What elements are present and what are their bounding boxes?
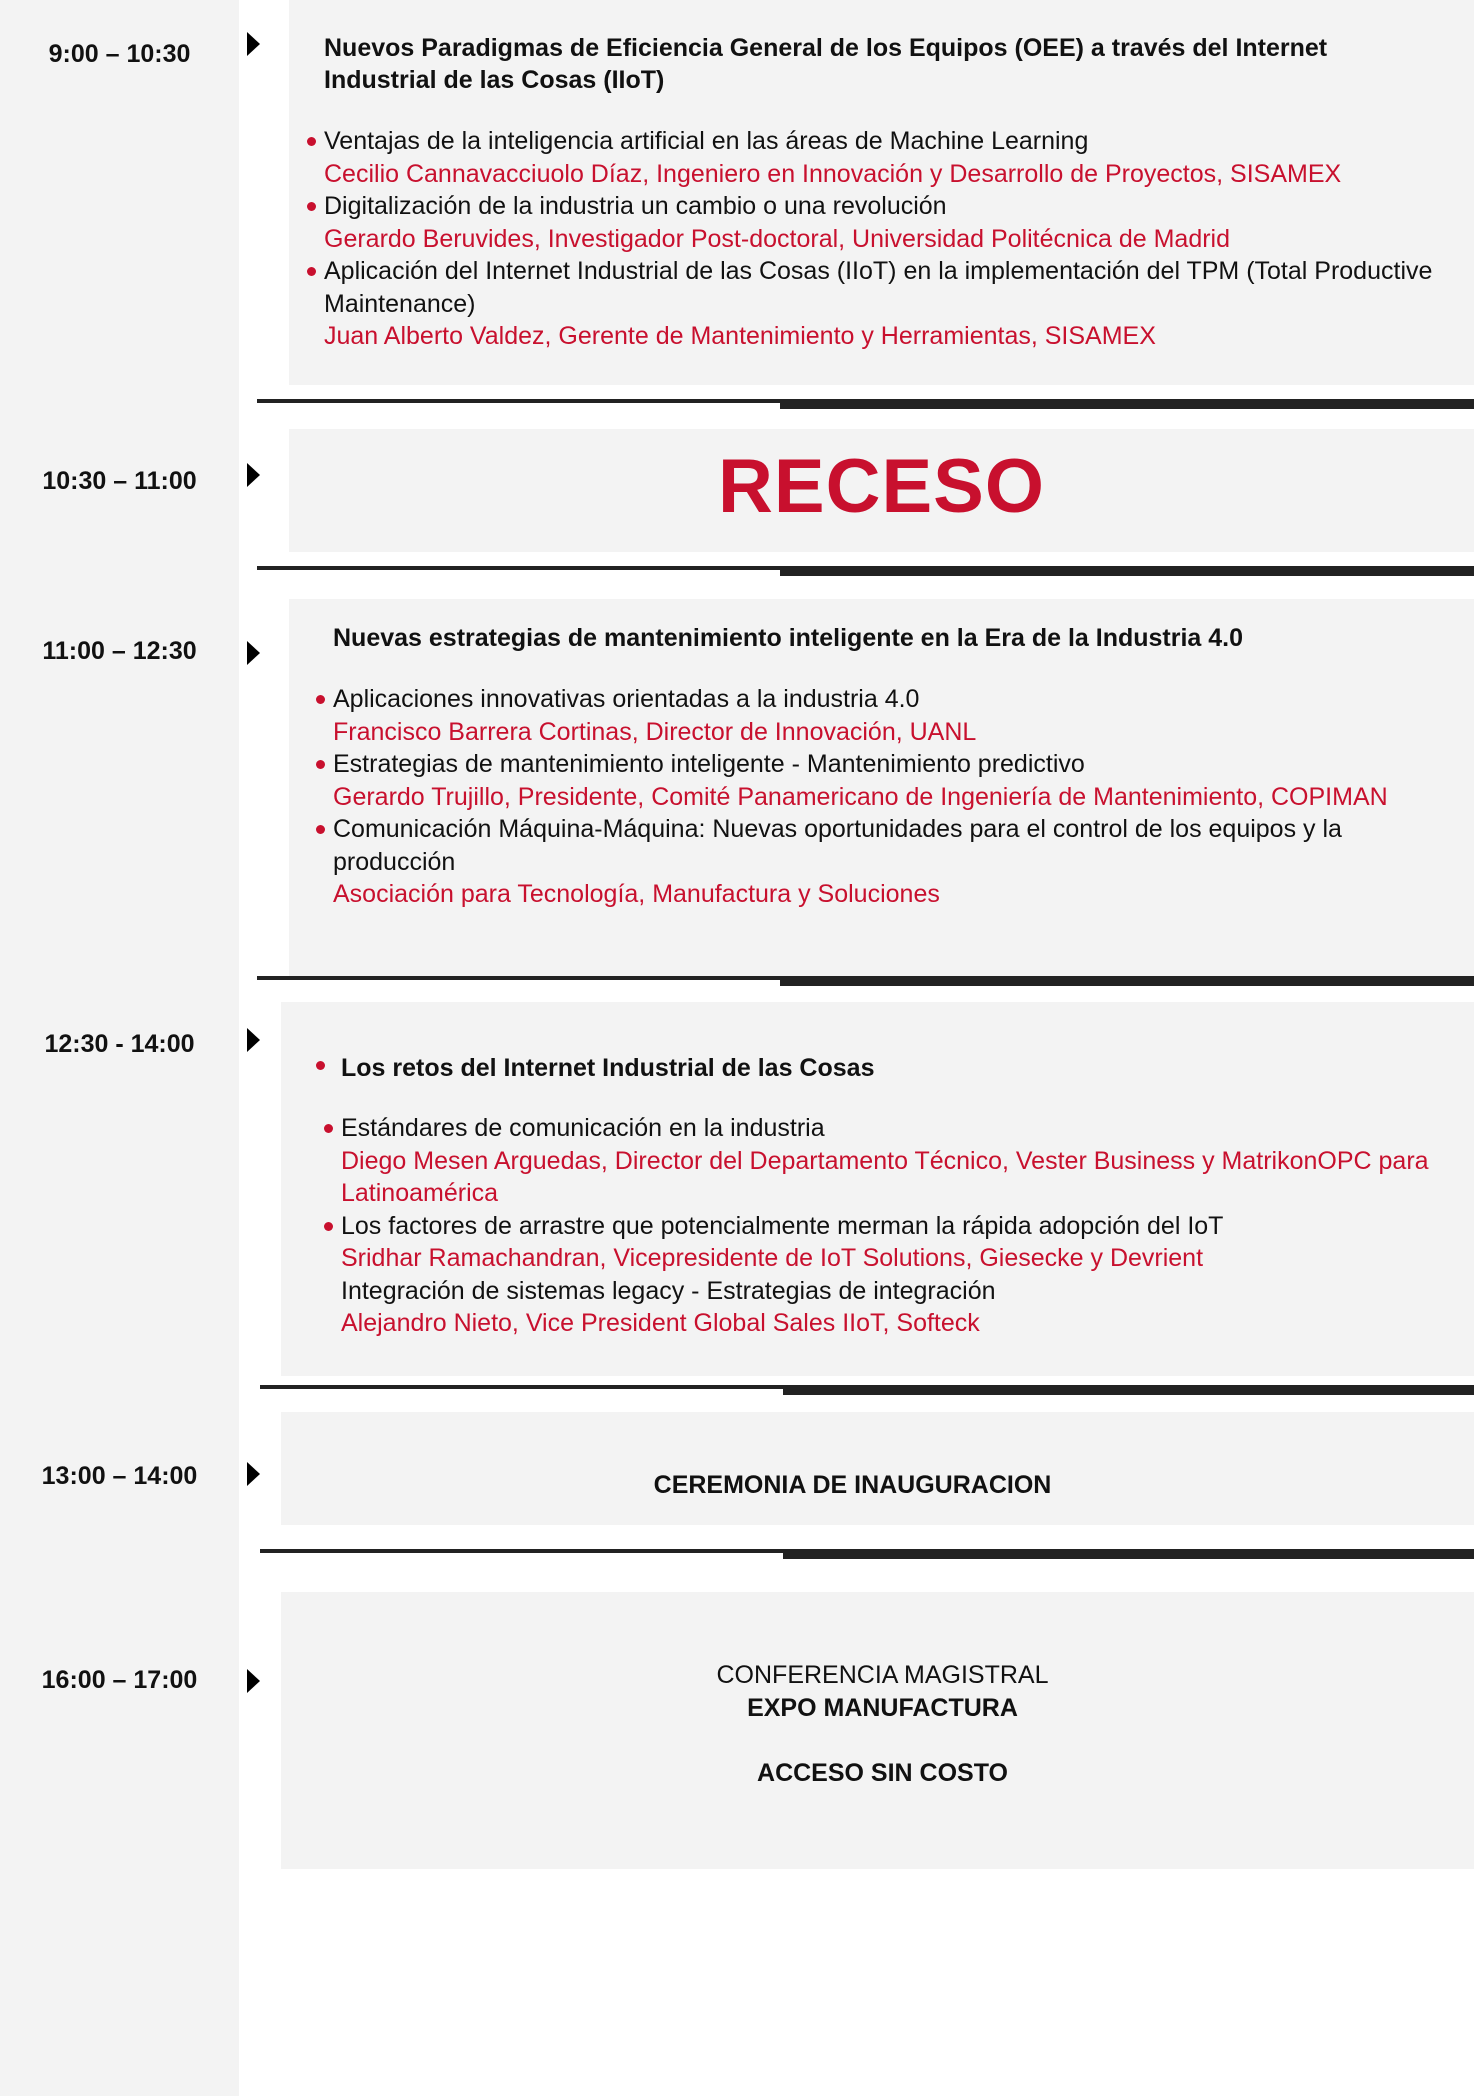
talk-topic: Los factores de arrastre que potencialmente merman la rápida adopción del IoT	[341, 1211, 1224, 1240]
arrow-right-icon	[247, 1028, 260, 1052]
talk-speaker: Alejandro Nieto, Vice President Global Sales IIoT, Softeck	[341, 1309, 980, 1337]
list-item	[333, 748, 1444, 813]
arrow-right-icon	[247, 1462, 260, 1486]
break-label: RECESO	[718, 444, 1045, 529]
arrow-right-icon	[247, 463, 260, 487]
session-time: 16:00 – 17:00	[41, 1666, 198, 1694]
list-item	[333, 683, 1444, 748]
list-item	[324, 125, 1444, 190]
list-item	[333, 813, 1444, 911]
arrow-right-icon	[247, 32, 260, 56]
talk-topic: Aplicación del Internet Industrial de las Cosas (IIoT) en la implementación del TPM (Total Productive Maintenance)	[324, 257, 1433, 318]
session-title: Nuevas estrategias de mantenimiento inteligente en la Era de la Industria 4.0	[333, 624, 1244, 652]
talk-speaker: Asociación para Tecnología, Manufactura y Soluciones	[333, 880, 940, 908]
session-time: 9:00 – 10:30	[48, 40, 191, 68]
talk-list	[341, 1112, 1454, 1340]
talk-speaker: Cecilio Cannavacciuolo Díaz, Ingeniero en Innovación y Desarrollo de Proyectos, SISAMEX	[324, 159, 1342, 188]
talk-speaker: Juan Alberto Valdez, Gerente de Mantenimiento y Herramientas, SISAMEX	[324, 322, 1156, 350]
session-time: 12:30 - 14:00	[44, 1030, 195, 1058]
ceremony-panel	[281, 1412, 1474, 1525]
talk-speaker: Sridhar Ramachandran, Vicepresidente de IoT Solutions, Giesecke y Devrient	[341, 1244, 1204, 1272]
talk-topic: Integración de sistemas legacy - Estrategias de integración	[341, 1276, 996, 1305]
session-time: 11:00 – 12:30	[42, 637, 197, 665]
arrow-right-icon	[247, 641, 260, 665]
ceremony-label: CEREMONIA DE INAUGURACION	[653, 1471, 1052, 1499]
session-time: 13:00 – 14:00	[41, 1462, 198, 1490]
list-item	[341, 1275, 1454, 1340]
talk-topic: Estándares de comunicación en la industria	[341, 1114, 825, 1142]
talk-topic: Ventajas de la inteligencia artificial en las áreas de Machine Learning	[324, 127, 1089, 155]
break-panel	[289, 429, 1474, 552]
session-panel	[289, 0, 1474, 385]
keynote-event: EXPO MANUFACTURA	[747, 1694, 1018, 1722]
talk-speaker: Francisco Barrera Cortinas, Director de Innovación, UANL	[333, 717, 977, 746]
list-item	[341, 1210, 1454, 1275]
session-title: Nuevos Paradigmas de Eficiencia General de los Equipos (OEE) a través del Internet Industrial de las Cosas (IIoT)	[324, 34, 1328, 94]
session-panel	[281, 1002, 1474, 1376]
talk-topic: Digitalización de la industria un cambio o una revolución	[324, 192, 947, 220]
talk-speaker: Gerardo Beruvides, Investigador Post-doctoral, Universidad Politécnica de Madrid	[324, 224, 1231, 253]
list-item	[341, 1112, 1454, 1210]
list-item	[324, 190, 1444, 255]
talk-topic: Estrategias de mantenimiento inteligente - Mantenimiento predictivo	[333, 750, 1085, 778]
session-title: Los retos del Internet Industrial de las Cosas	[341, 1054, 875, 1082]
keynote-line: CONFERENCIA MAGISTRAL	[716, 1661, 1049, 1689]
talk-list	[333, 683, 1444, 911]
talk-topic: Comunicación Máquina-Máquina: Nuevas oportunidades para el control de los equipos y la producción	[333, 815, 1342, 876]
talk-speaker: Gerardo Trujillo, Presidente, Comité Panamericano de Ingeniería de Mantenimiento, COPIMAN	[333, 782, 1388, 811]
keynote-access: ACCESO SIN COSTO	[757, 1759, 1008, 1787]
keynote-panel	[281, 1592, 1474, 1869]
talk-speaker: Diego Mesen Arguedas, Director del Departamento Técnico, Vester Business y MatrikonOPC para Latinoamérica	[341, 1146, 1429, 1207]
session-time: 10:30 – 11:00	[42, 467, 197, 495]
bullet-dot-icon	[316, 1061, 325, 1070]
talk-list	[324, 125, 1444, 353]
session-panel	[289, 599, 1474, 978]
arrow-right-icon	[247, 1669, 260, 1693]
list-item	[324, 255, 1444, 353]
talk-topic: Aplicaciones innovativas orientadas a la industria 4.0	[333, 685, 920, 713]
